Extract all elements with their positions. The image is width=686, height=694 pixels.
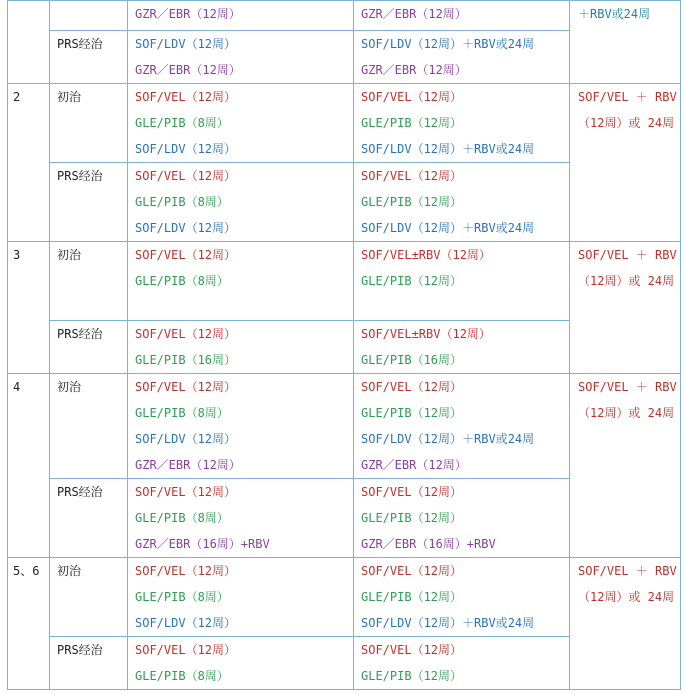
regimen-line: GLE/PIB（12周） — [361, 195, 463, 209]
treatment-history-cell — [50, 1, 128, 31]
regimen-line: SOF/VEL（12周） — [135, 380, 237, 394]
regimen-line: SOF/VEL（12周） — [361, 564, 463, 578]
regimen-line: SOF/VEL（12周） — [361, 169, 463, 183]
regimen-cell-b — [354, 84, 570, 163]
genotype-label: 3 — [13, 248, 21, 262]
genotype-cell — [8, 374, 50, 558]
regimen-line: GZR／EBR（16周）+RBV — [135, 537, 270, 551]
recommendation-cell — [570, 558, 681, 690]
recommendation-cell — [570, 242, 681, 374]
recommendation-text: SOF/VEL ＋ RBV （12周）或 24周 — [578, 564, 677, 604]
regimen-cell-a — [128, 479, 354, 558]
regimen-cell-b — [354, 1, 570, 31]
regimen-line: GLE/PIB（8周） — [135, 511, 229, 525]
table-row — [8, 374, 681, 479]
regimen-table-frame — [7, 0, 681, 690]
regimen-line: SOF/VEL±RBV（12周） — [361, 327, 491, 341]
regimen-cell-b — [354, 479, 570, 558]
regimen-line: SOF/VEL（12周） — [135, 90, 237, 104]
regimen-line: SOF/LDV（12周） — [135, 616, 237, 630]
regimen-line: SOF/LDV（12周）＋RBV或24周 — [361, 142, 535, 156]
treatment-history-label: PRS经治 — [57, 485, 103, 499]
regimen-line: GLE/PIB（12周） — [361, 590, 463, 604]
regimen-line: GLE/PIB（8周） — [135, 669, 229, 683]
regimen-cell-a — [128, 242, 354, 321]
regimen-line: GLE/PIB（12周） — [361, 116, 463, 130]
treatment-history-cell — [50, 84, 128, 163]
treatment-history-cell — [50, 242, 128, 321]
treatment-history-label: PRS经治 — [57, 327, 103, 341]
genotype-cell — [8, 242, 50, 374]
regimen-line: GLE/PIB（8周） — [135, 195, 229, 209]
genotype-cell — [8, 1, 50, 84]
genotype-cell — [8, 558, 50, 690]
regimen-line: GZR／EBR（12周） — [361, 7, 467, 21]
regimen-line: SOF/VEL±RBV（12周） — [361, 248, 491, 262]
recommendation-text: SOF/VEL ＋ RBV （12周）或 24周 — [578, 380, 677, 420]
regimen-cell-b — [354, 31, 570, 84]
regimen-cell-a — [128, 558, 354, 637]
regimen-line: SOF/LDV（12周）＋RBV或24周 — [361, 432, 535, 446]
treatment-history-cell — [50, 321, 128, 374]
table-row — [8, 84, 681, 163]
regimen-line: SOF/VEL（12周） — [135, 564, 237, 578]
regimen-line: GLE/PIB（12周） — [361, 511, 463, 525]
regimen-line: SOF/VEL（12周） — [135, 248, 237, 262]
treatment-history-cell — [50, 479, 128, 558]
regimen-cell-b — [354, 374, 570, 479]
regimen-line: SOF/VEL（12周） — [361, 485, 463, 499]
regimen-cell-b — [354, 321, 570, 374]
recommendation-text: SOF/VEL ＋ RBV （12周）或 24周 — [578, 90, 677, 130]
regimen-cell-b — [354, 163, 570, 242]
regimen-line: GLE/PIB（8周） — [135, 116, 229, 130]
regimen-line: SOF/LDV（12周）＋RBV或24周 — [361, 221, 535, 235]
regimen-cell-a — [128, 163, 354, 242]
treatment-history-cell — [50, 31, 128, 84]
regimen-line: GZR／EBR（12周） — [135, 63, 241, 77]
regimen-line: GLE/PIB（12周） — [361, 406, 463, 420]
treatment-history-label: 初治 — [57, 248, 82, 262]
recommendation-text: SOF/VEL ＋ RBV （12周）或 24周 — [578, 248, 677, 288]
regimen-line: SOF/VEL（12周） — [135, 485, 237, 499]
regimen-line: GLE/PIB（12周） — [361, 274, 463, 288]
regimen-cell-a — [128, 321, 354, 374]
regimen-line: GLE/PIB（8周） — [135, 274, 229, 288]
table-body — [8, 1, 681, 690]
genotype-label: 4 — [13, 380, 21, 394]
regimen-cell-a — [128, 637, 354, 690]
regimen-line: SOF/LDV（12周） — [135, 142, 237, 156]
regimen-line: GZR／EBR（12周） — [361, 458, 467, 472]
regimen-line: SOF/LDV（12周） — [135, 432, 237, 446]
treatment-history-cell — [50, 163, 128, 242]
regimen-line: SOF/VEL（12周） — [135, 643, 237, 657]
regimen-line: GZR／EBR（16周）+RBV — [361, 537, 496, 551]
regimen-line: SOF/VEL（12周） — [135, 327, 237, 341]
regimen-line: GLE/PIB（16周） — [361, 353, 463, 367]
regimen-line: GZR／EBR（12周） — [361, 63, 467, 77]
regimen-line: GLE/PIB（12周） — [361, 669, 463, 683]
regimen-cell-b — [354, 637, 570, 690]
recommendation-cell — [570, 1, 681, 84]
genotype-cell — [8, 84, 50, 242]
regimen-line: SOF/VEL（12周） — [361, 90, 463, 104]
recommendation-text: ＋RBV或24周 — [578, 7, 651, 21]
treatment-history-cell — [50, 558, 128, 637]
treatment-history-label: 初治 — [57, 380, 82, 394]
regimen-cell-a — [128, 31, 354, 84]
hcv-regimen-table — [7, 0, 681, 690]
regimen-cell-a — [128, 84, 354, 163]
regimen-line: GZR／EBR（12周） — [135, 458, 241, 472]
table-row — [8, 242, 681, 321]
treatment-history-label: PRS经治 — [57, 37, 103, 51]
regimen-line: SOF/LDV（12周） — [135, 37, 237, 51]
treatment-history-cell — [50, 374, 128, 479]
regimen-cell-b — [354, 242, 570, 321]
regimen-line: SOF/VEL（12周） — [361, 380, 463, 394]
recommendation-cell — [570, 84, 681, 242]
regimen-line: SOF/VEL（12周） — [361, 643, 463, 657]
table-row — [8, 558, 681, 637]
regimen-cell-a — [128, 374, 354, 479]
regimen-line: GLE/PIB（8周） — [135, 406, 229, 420]
genotype-label: 5、6 — [13, 564, 40, 578]
treatment-history-label: PRS经治 — [57, 169, 103, 183]
regimen-line: GLE/PIB（8周） — [135, 590, 229, 604]
regimen-line: GLE/PIB（16周） — [135, 353, 237, 367]
regimen-line: SOF/VEL（12周） — [135, 169, 237, 183]
regimen-line: SOF/LDV（12周）＋RBV或24周 — [361, 616, 535, 630]
treatment-history-label: 初治 — [57, 564, 82, 578]
treatment-history-label: 初治 — [57, 90, 82, 104]
recommendation-cell — [570, 374, 681, 558]
regimen-line: SOF/LDV（12周）＋RBV或24周 — [361, 37, 535, 51]
treatment-history-cell — [50, 637, 128, 690]
treatment-history-label: PRS经治 — [57, 643, 103, 657]
regimen-cell-a — [128, 1, 354, 31]
table-row — [8, 1, 681, 31]
genotype-label: 2 — [13, 90, 21, 104]
regimen-line: GZR／EBR（12周） — [135, 7, 241, 21]
regimen-line: SOF/LDV（12周） — [135, 221, 237, 235]
regimen-cell-b — [354, 558, 570, 637]
